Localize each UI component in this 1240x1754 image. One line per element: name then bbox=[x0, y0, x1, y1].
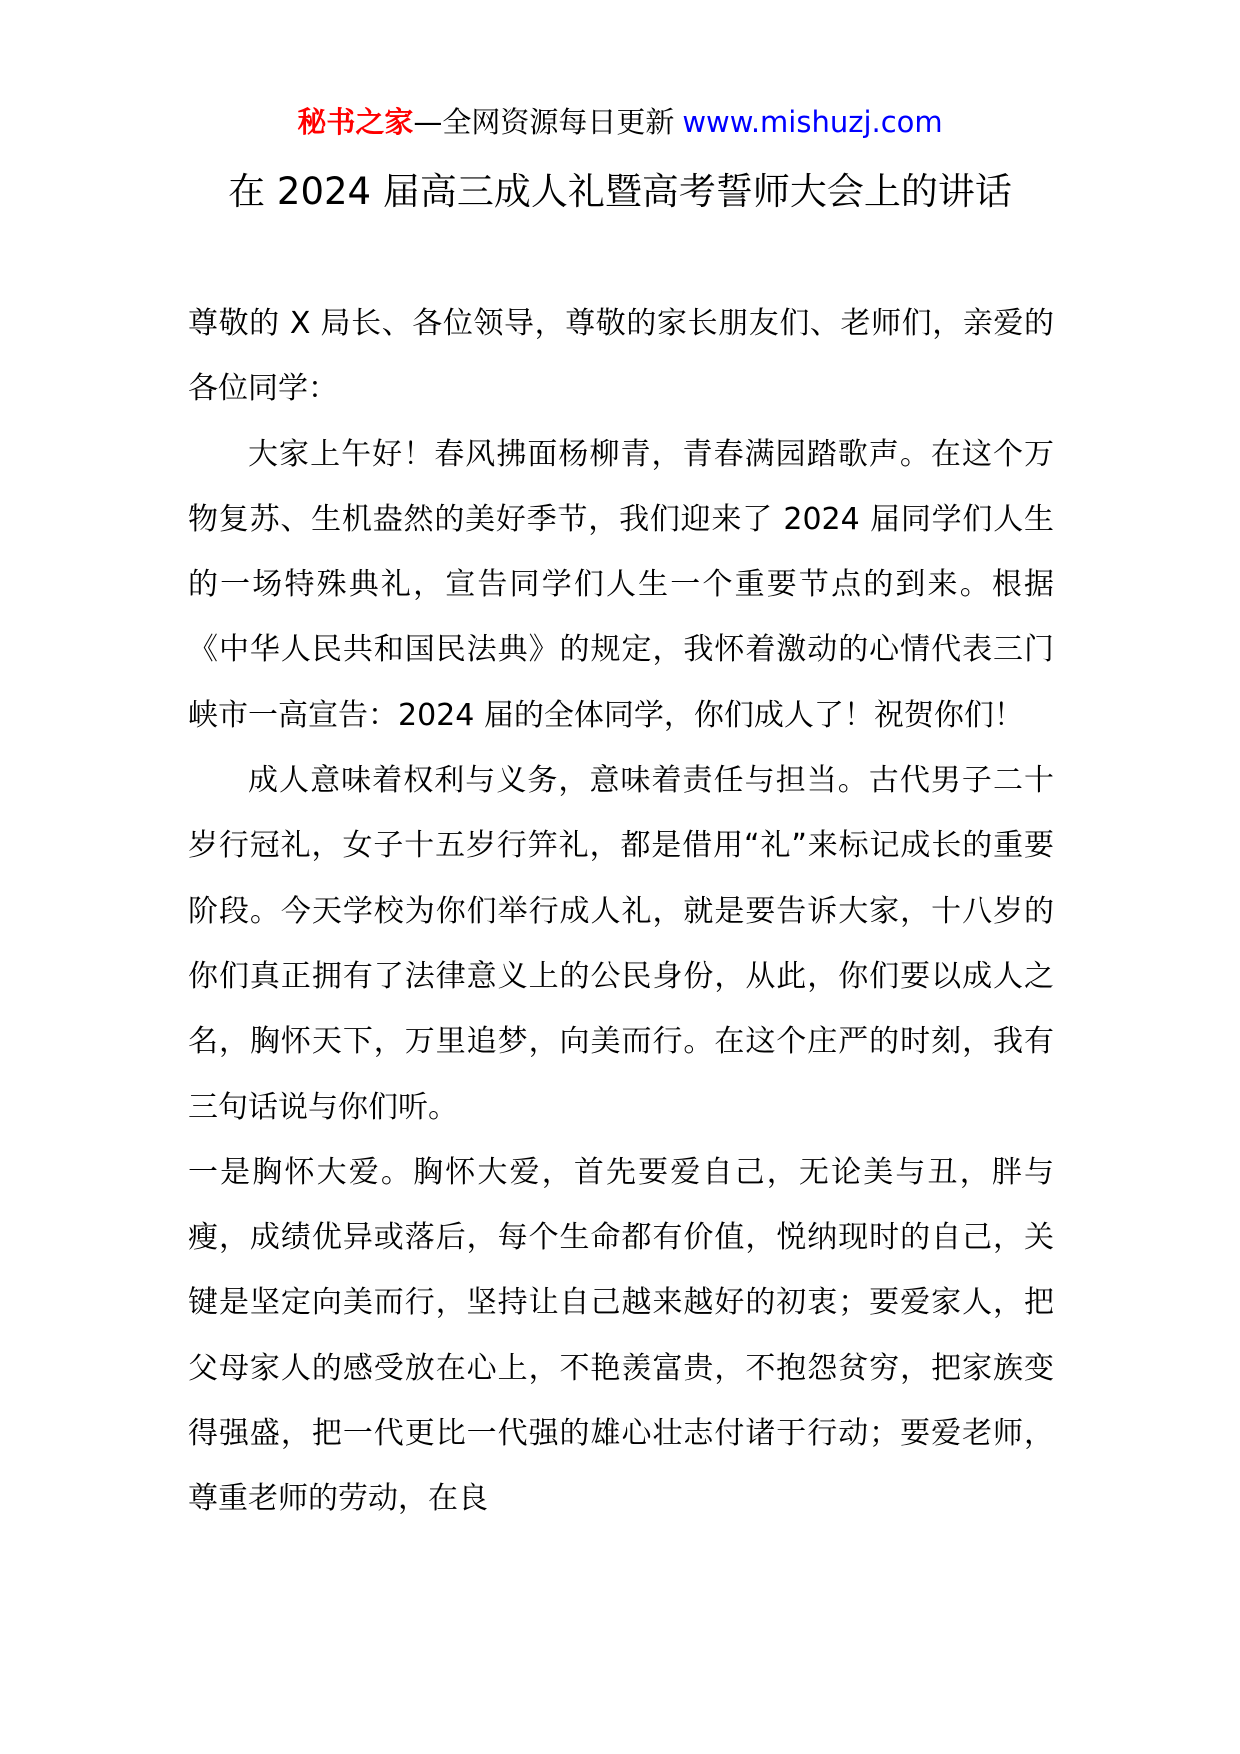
salutation: 尊敬的 X 局长、各位领导，尊敬的家长朋友们、老师们，亲爱的各位同学： bbox=[188, 306, 1054, 407]
site-url-link[interactable]: www.mishuzj.com bbox=[682, 105, 943, 139]
header-tagline: —全网资源每日更新 bbox=[413, 105, 675, 139]
paragraph-point-one: 一是胸怀大爱。胸怀大爱，首先要爱自己，无论美与丑，胖与瘦，成绩优异或落后，每个生命都有价值，悦纳现时的自己，关键是坚定向美而行，坚持让自己越来越好的初衷；要爱家人，把父母家人的感受放在心上，不艳羡富贵，不抱怨贫穷，把家族变得强盛，把一代更比一代强的雄心壮志付诸于行动；要爱老师，尊重老师的劳动，在良 bbox=[188, 1154, 1054, 1517]
paragraph-greeting: 大家上午好！春风拂面杨柳青，青春满园踏歌声。在这个万物复苏、生机盎然的美好季节，我们迎来了 2024 届同学们人生的一场特殊典礼，宣告同学们人生一个重要节点的到来。根据《中华人民共和国民法典》的规定，我怀着激动的心情代表三门峡市一高宣告：2024 届的全体同学，你们成人了！祝贺你们！ bbox=[188, 436, 1054, 733]
document-body bbox=[188, 291, 1054, 1532]
site-header bbox=[0, 100, 1240, 144]
paragraph-coming-of-age: 成人意味着权利与义务，意味着责任与担当。古代男子二十岁行冠礼，女子十五岁行笄礼，都是借用“礼”来标记成长的重要阶段。今天学校为你们举行成人礼，就是要告诉大家，十八岁的你们真正拥有了法律意义上的公民身份，从此，你们要以成人之名，胸怀天下，万里追梦，向美而行。在这个庄严的时刻，我有三句话说与你们听。 bbox=[188, 763, 1054, 1125]
document-title: 在 2024 届高三成人礼暨高考誓师大会上的讲话 bbox=[228, 170, 1012, 213]
brand-name: 秘书之家 bbox=[297, 105, 414, 139]
